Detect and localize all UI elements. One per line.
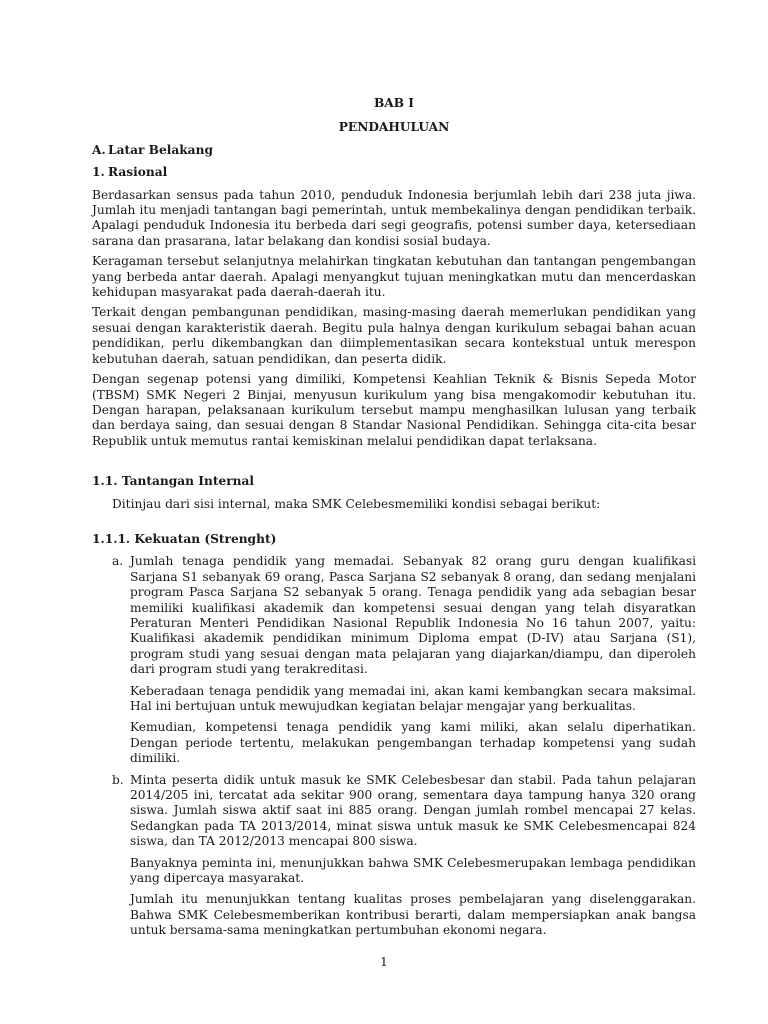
- list-paragraph: Banyaknya peminta ini, menunjukkan bahwa SMK Celebesmerupakan lembaga pendidikan yang dipercaya masyarakat.: [130, 855, 696, 886]
- section-1-1-1-heading: 1.1.1. Kekuatan (Strenght): [92, 531, 277, 546]
- rasional-paragraph: Dengan segenap potensi yang dimiliki, Kompetensi Keahlian Teknik & Bisnis Sepeda Motor (TBSM) SMK Negeri 2 Binjai, menyusun kurikulum yang bisa mengakomodir kebutuhan itu. Dengan harapan, pelaksanaan kurikulum tersebut mampu menghasilkan lulusan yang terbaik dan berdaya saing, dan sesuai dengan 8 Standar Nasional Pendidikan. Sehingga cita-cita besar Republik untuk memutus rantai kemiskinan melalui pendidikan dapat terlaksana.: [92, 372, 696, 448]
- list-paragraph: Minta peserta didik untuk masuk ke SMK Celebesbesar dan stabil. Pada tahun pelajaran 2014/205 ini, tercatat ada sekitar 900 orang, sementara daya tampung hanya 320 orang siswa. Jumlah siswa aktif saat ini 885 orang. Dengan jumlah rombel mencapai 27 kelas. Sedangkan pada TA 2013/2014, minat siswa untuk masuk ke SMK Celebesmencapai 824 siswa, dan TA 2012/2013 mencapai 800 siswa.: [130, 772, 696, 849]
- list-item: [92, 773, 696, 939]
- strength-list: [92, 554, 696, 938]
- section-1-1-intro: Ditinjau dari sisi internal, maka SMK Celebesmemiliki kondisi sebagai berikut:: [112, 496, 601, 511]
- chapter-heading: BAB I: [373, 96, 414, 110]
- section-1-label: 1.: [92, 165, 105, 180]
- page-number: 1: [380, 955, 388, 969]
- section-spacer: [92, 454, 696, 474]
- section-a-heading: [92, 143, 696, 158]
- list-paragraph: Jumlah itu menunjukkan tentang kualitas proses pembelajaran yang diselenggarakan. Bahwa SMK Celebesmemberikan kontribusi berarti, dalam mempersiapkan anak bangsa untuk bersama-sama meningkatkan pertumbuhan ekonomi negara.: [130, 892, 696, 938]
- section-1-heading: [92, 165, 696, 180]
- list-marker: a.: [112, 554, 124, 569]
- rasional-paragraph: Keragaman tersebut selanjutnya melahirkan tingkatan kebutuhan dan tantangan pengembangan yang berbeda antar daerah. Apalagi menyangkut tujuan meningkatkan mutu dan mencerdaskan kehidupan masyarakat pada daerah-daerah itu.: [92, 254, 696, 300]
- rasional-paragraph: Terkait dengan pembangunan pendidikan, masing-masing daerah memerlukan pendidikan yang sesuai dengan karakteristik daerah. Begitu pula halnya dengan kurikulum sebagai bahan acuan pendidikan, perlu dikembangkan dan diimplementasikan secara kontekstual untuk merespon kebutuhan daerah, satuan pendidikan, dan peserta didik.: [92, 305, 696, 366]
- list-paragraph: Kemudian, kompetensi tenaga pendidik yang kami miliki, akan selalu diperhatikan. Dengan periode tertentu, melakukan pengembangan terhadap kompetensi yang sudah dimiliki.: [130, 720, 696, 766]
- list-paragraph: Jumlah tenaga pendidik yang memadai. Sebanyak 82 orang guru dengan kualifikasi Sarjana S1 sebanyak 69 orang, Pasca Sarjana S2 sebanyak 8 orang, dan sedang menjalani program Pasca Sarjana S2 sebanyak 5 orang. Tenaga pendidik yang ada sebagian besar memiliki kualifikasi akademik dan kompetensi sesuai dengan yang telah disyaratkan Peraturan Menteri Pendidikan Nasional Republik Indonesia No 16 tahun 2007, yaitu: Kualifikasi akademik pendidikan minimum Diploma empat (D-IV) atau Sarjana (S1), program studi yang sesuai dengan mata pelajaran yang diajarkan/diampu, dan diperoleh dari program studi yang terakreditasi.: [130, 554, 696, 677]
- section-1-title: Rasional: [108, 165, 168, 180]
- list-paragraph: Keberadaan tenaga pendidik yang memadai ini, akan kami kembangkan secara maksimal. Hal ini bertujuan untuk mewujudkan kegiatan belajar mengajar yang berkualitas.: [130, 683, 696, 713]
- rasional-paragraph: Berdasarkan sensus pada tahun 2010, penduduk Indonesia berjumlah lebih dari 238 juta jiwa. Jumlah itu menjadi tantangan bagi pemerintah, untuk membekalinya dengan pendidikan terbaik. Apalagi penduduk Indonesia itu berbeda dari segi geografis, potensi sumber daya, ketersediaan sarana dan prasarana, latar belakang dan kondisi sosial budaya.: [92, 187, 696, 248]
- list-item: [92, 554, 696, 766]
- section-1-1-heading: 1.1. Tantangan Internal: [92, 474, 255, 489]
- section-a-label: A.: [92, 142, 106, 157]
- list-marker: b.: [112, 772, 124, 787]
- section-a-title: Latar Belakang: [108, 142, 213, 157]
- document-content: [92, 96, 696, 945]
- chapter-title: PENDAHULUAN: [338, 120, 450, 135]
